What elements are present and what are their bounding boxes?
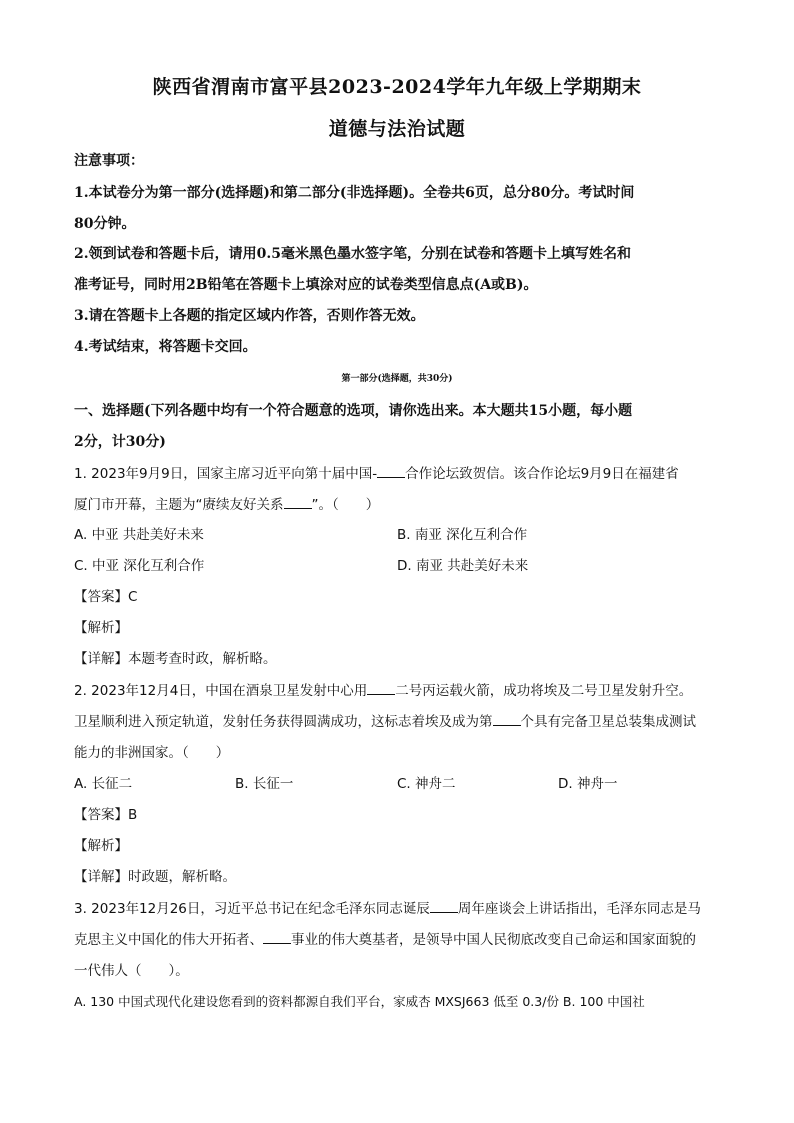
q2-line1-pre: 2. 2023年12月4日，中国在酒泉卫星发射中心用: [74, 683, 368, 699]
q1-answer: 【答案】C: [74, 589, 138, 605]
q3-line2: [74, 930, 696, 950]
q1-option-a: A. 中亚 共赴美好未来: [74, 527, 204, 543]
blank: [263, 931, 291, 944]
section-instructions-a: 一、选择题(下列各题中均有一个符合题意的选项，请你选出来。本大题共15小题，每小题: [74, 403, 633, 419]
q2-option-d: D. 神舟一: [558, 776, 618, 792]
q2-option-b: B. 长征一: [235, 776, 294, 792]
q2-line2-pre: 卫星顺利进入预定轨道，发射任务获得圆满成功，这标志着埃及成为第: [74, 714, 493, 730]
blank: [367, 682, 395, 695]
q2-option-c: C. 神舟二: [397, 776, 456, 792]
q2-line1: [74, 681, 692, 701]
part1-heading: 第一部分(选择题，共30分): [341, 374, 453, 384]
q1-line1-post: 合作论坛致贺信。该合作论坛9月9日在福建省: [405, 466, 679, 482]
q1-option-b: B. 南亚 深化互利合作: [397, 527, 528, 543]
q2-line3: 能力的非洲国家。（ ）: [74, 745, 230, 761]
q2-analysis: 【解析】: [74, 838, 128, 854]
q1-line2-pre: 厦门市开幕，主题为“赓续友好关系: [74, 497, 284, 513]
q3-line1-pre: 3. 2023年12月26日，习近平总书记在纪念毛泽东同志诞辰: [74, 901, 430, 917]
q3-line2-pre: 克思主义中国化的伟大开拓者、: [74, 932, 263, 948]
q1-option-c: C. 中亚 深化互利合作: [74, 558, 205, 574]
q2-line1-post: 二号丙运载火箭，成功将埃及二号卫星发射升空。: [395, 683, 693, 699]
q3-line1: [74, 899, 701, 919]
blank: [377, 465, 405, 478]
section-instructions-b: 2分，计30分): [74, 434, 166, 450]
q1-line2-post: ”。（ ）: [311, 497, 380, 513]
q3-line2-post: 事业的伟大奠基者，是领导中国人民彻底改变自己命运和国家面貌的: [291, 932, 696, 948]
q2-line2: [74, 712, 696, 732]
blank: [493, 713, 521, 726]
exam-title-line2: 道德与法治试题: [328, 118, 466, 140]
exam-title-line1: 陕西省渭南市富平县2023-2024学年九年级上学期期末: [152, 76, 642, 98]
q1-line1-pre: 1. 2023年9月9日，国家主席习近平向第十届中国-: [74, 466, 378, 482]
q2-line2-post: 个具有完备卫星总装集成测试: [520, 714, 696, 730]
q1-detail: 【详解】本题考查时政，解析略。: [74, 651, 277, 667]
q1-line1: [74, 464, 679, 484]
q1-option-d: D. 南亚 共赴美好未来: [397, 558, 529, 574]
q2-detail: 【详解】时政题，解析略。: [74, 869, 236, 885]
notice-item-4: 4.考试结束，将答题卡交回。: [74, 339, 257, 355]
q3-line3: 一代伟人（ ）。: [74, 963, 189, 979]
q3-line4: A. 130 中国式现代化建设您看到的资料都源自我们平台，家威杏 MXSJ663 低至 0.3/份 B. 100 中国社: [74, 994, 645, 1009]
q1-line2: [74, 495, 379, 515]
q2-answer: 【答案】B: [74, 807, 138, 823]
notice-heading: 注意事项：: [74, 153, 144, 169]
q2-option-a: A. 长征二: [74, 776, 133, 792]
blank: [430, 900, 458, 913]
notice-item-1a: 1.本试卷分为第一部分(选择题)和第二部分(非选择题)。全卷共6页，总分80分。考试时间: [74, 185, 635, 201]
q1-analysis: 【解析】: [74, 620, 128, 636]
q3-line1-post: 周年座谈会上讲话指出，毛泽东同志是马: [457, 901, 701, 917]
notice-item-1b: 80分钟。: [74, 216, 136, 232]
notice-item-3: 3.请在答题卡上各题的指定区域内作答，否则作答无效。: [74, 308, 425, 324]
notice-item-2a: 2.领到试卷和答题卡后，请用0.5毫米黑色墨水签字笔，分别在试卷和答题卡上填写姓名和: [74, 246, 631, 262]
blank: [284, 496, 312, 509]
notice-item-2b: 准考证号，同时用2B铅笔在答题卡上填涂对应的试卷类型信息点(A或B)。: [74, 277, 538, 293]
